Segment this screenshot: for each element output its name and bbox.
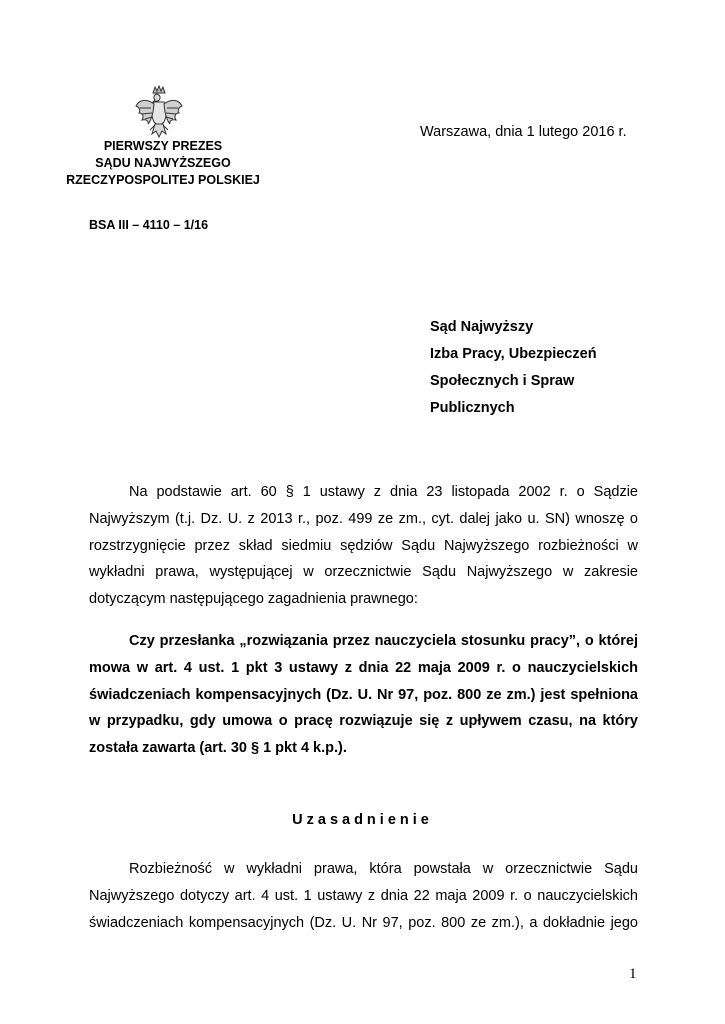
paragraph-line: rozstrzygnięcie przez skład siedmiu sędziów Sądu Najwyższego rozbieżności w <box>89 537 638 554</box>
justification-paragraph <box>89 856 638 936</box>
polish-eagle-emblem-icon <box>134 84 184 142</box>
paragraph-line: Na podstawie art. 60 § 1 ustawy z dnia 23 listopada 2002 r. o Sądzie <box>129 484 638 500</box>
issuer-line: PIERWSZY PREZES <box>103 139 223 153</box>
question-line: w przypadku, gdy umowa o pracę rozwiązuje się z upływem czasu, na który <box>89 713 638 730</box>
issuer-line: SĄDU NAJWYŻSZEGO <box>95 156 231 170</box>
paragraph-line: świadczeniach kompensacyjnych (Dz. U. Nr 97, poz. 800 ze zm.), a dokładnie jego <box>89 914 638 931</box>
paragraph-line: Najwyższym (t.j. Dz. U. z 2013 r., poz. 499 ze zm., cyt. dalej jako u. SN) wnoszę o <box>89 510 638 527</box>
question-line: Czy przesłanka „rozwiązania przez nauczyciela stosunku pracy”, o której <box>129 633 638 649</box>
recipient-line: Społecznych i Spraw <box>430 373 575 389</box>
paragraph-line: dotyczącym następującego zagadnienia prawnego: <box>89 591 418 608</box>
recipient-line: Publicznych <box>430 400 515 416</box>
question-line: świadczeniach kompensacyjnych (Dz. U. Nr 97, poz. 800 ze zm.) jest spełniona <box>89 686 638 703</box>
legal-question <box>89 628 638 762</box>
justification-heading: Uzasadnienie <box>292 812 433 828</box>
place-date: Warszawa, dnia 1 lutego 2016 r. <box>420 124 627 140</box>
reference-number: BSA III – 4110 – 1/16 <box>89 218 209 232</box>
recipient-block <box>430 314 597 422</box>
recipient-line: Izba Pracy, Ubezpieczeń <box>430 346 597 362</box>
paragraph-line: wykładni prawa, występującej w orzecznictwie Sądu Najwyższego w zakresie <box>89 564 638 581</box>
paragraph-line: Najwyższego dotyczy art. 4 ust. 1 ustawy z dnia 22 maja 2009 r. o nauczycielskich <box>89 887 638 904</box>
intro-paragraph <box>89 479 638 613</box>
question-line: została zawarta (art. 30 § 1 pkt 4 k.p.). <box>89 740 347 757</box>
issuer-line: RZECZYPOSPOLITEJ POLSKIEJ <box>66 173 260 187</box>
recipient-line: Sąd Najwyższy <box>430 319 534 335</box>
question-line: mowa w art. 4 ust. 1 pkt 3 ustawy z dnia 22 maja 2009 r. o nauczycielskich <box>89 659 638 676</box>
page-number: 1 <box>629 966 637 982</box>
issuer-block <box>60 138 266 189</box>
paragraph-line: Rozbieżność w wykładni prawa, która powstała w orzecznictwie Sądu <box>129 861 638 877</box>
